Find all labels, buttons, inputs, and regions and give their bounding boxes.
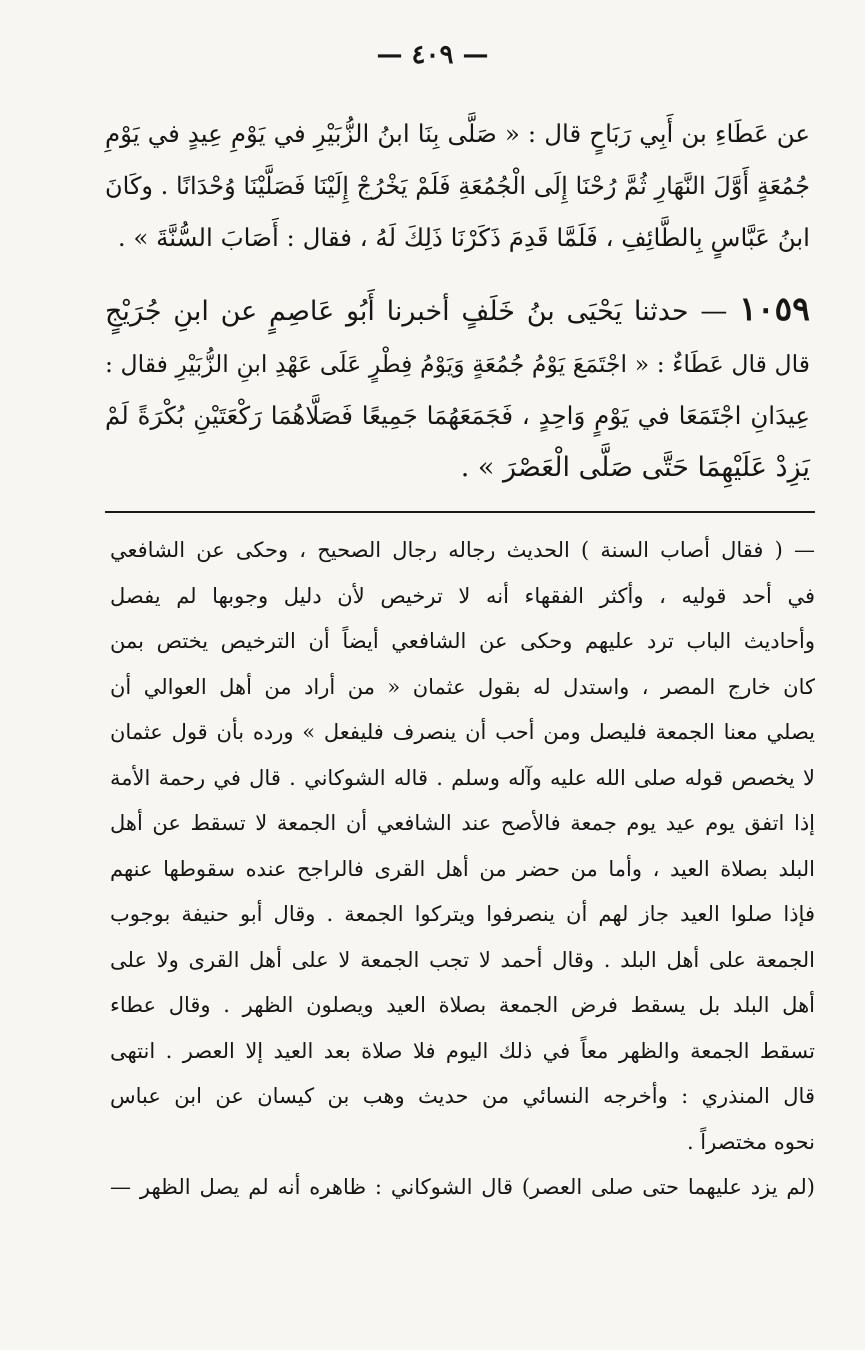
commentary-section [110, 528, 815, 1211]
commentary-line: وأحاديث الباب ترد عليهم وحكى عن الشافعي أيضاً أن الترخيص يختص بمن [110, 629, 815, 653]
text-line: جُمُعَةٍ أَوَّلَ النَّهَارِ ثُمَّ رُحْنَا إِلَى الْجُمُعَةِ فَلَمْ يَخْرُجْ إِلَيْنَا فَصَلَّيْنَا وُحْدَانًا . وكَانَ [105, 172, 810, 200]
text-line: عِيدَانِ اجْتَمَعَا في يَوْمٍ وَاحِدٍ ، فَجَمَعَهُمَا جَمِيعًا فَصَلَّاهُمَا رَكْعَتَيْنِ بُكْرَةً لَمْ [105, 401, 810, 430]
hadith-1059-text [105, 283, 810, 494]
commentary-line: إذا اتفق يوم عيد يوم جمعة فالأصح عند الشافعي أن الجمعة لا تسقط عن أهل [110, 811, 815, 835]
text-line: يَزِدْ عَلَيْهِمَا حَتَّى صَلَّى الْعَصْرَ » . [460, 452, 810, 483]
commentary-line: يصلي معنا الجمعة فليصل ومن أحب أن ينصرف فليفعل » ورده بأن قول عثمان [110, 720, 815, 744]
commentary-line: البلد بصلاة العيد ، وأما من حضر من أهل القرى فالراجح عنده سقوطها عنهم [110, 856, 815, 881]
commentary-line: فإذا صلوا العيد جاز لهم أن ينصرفوا ويتركوا الجمعة . وقال أبو حنيفة بوجوب [110, 902, 815, 926]
commentary-line: تسقط الجمعة والظهر معاً في ذلك اليوم فلا صلاة بعد العيد إلا العصر . انتهى [110, 1038, 815, 1063]
commentary-line: في أحد قوليه ، وأكثر الفقهاء أنه لا ترخيص لأن دليل وجوبها لم يفصل [110, 583, 815, 608]
hadith-heading-line [105, 283, 810, 338]
commentary-line: أهل البلد بل يسقط فرض الجمعة بصلاة العيد ويصلون الظهر . وقال عطاء [110, 993, 815, 1017]
text-line: ابنُ عَبَّاسٍ بِالطَّائِفِ ، فَلَمَّا قَدِمَ ذَكَرْنَا ذَلِكَ لَهُ ، فقال : أَصَابَ السُّنَّةَ » . [117, 223, 810, 252]
footnote-divider [105, 511, 815, 513]
hadith-number: ١٠٥٩ [739, 289, 810, 328]
text-line: عن عَطَاءِ بن أَبِي رَبَاحٍ قال : « صَلَّى بِنَا ابنُ الزُّبَيْرِ في يَوْمِ عِيدٍ في يَوْمِ [105, 119, 810, 148]
commentary-line: كان خارج المصر ، واستدل له بقول عثمان « من أراد من أهل العوالي أن [110, 674, 815, 699]
commentary-line: قال المنذري : وأخرجه النسائي من حديث وهب بن كيسان عن ابن عباس [110, 1084, 815, 1108]
isnad-text: — حدثنا يَحْيَى بنُ خَلَفٍ أخبرنا أَبُو عَاصِمٍ عن ابنِ جُرَيْجٍ [105, 296, 728, 327]
commentary-line: الجمعة على أهل البلد . وقال أحمد لا تجب الجمعة لا على أهل القرى ولا على [110, 947, 815, 972]
commentary-line: لا يخصص قوله صلى الله عليه وآله وسلم . قاله الشوكاني . قال في رحمة الأمة [110, 765, 815, 790]
hadith-1058-text [105, 108, 810, 264]
page-number: — ٤٠٩ — [376, 40, 489, 70]
commentary-line: — ( فقال أصاب السنة ) الحديث رجاله رجال الصحيح ، وحكى عن الشافعي [110, 538, 815, 562]
commentary-line: نحوه مختصراً . [686, 1129, 815, 1154]
commentary-line: (لم يزد عليهما حتى صلى العصر) قال الشوكاني : ظاهره أنه لم يصل الظهر — [110, 1175, 815, 1199]
text-line: قال قال عَطَاءٌ : « اجْتَمَعَ يَوْمُ جُمُعَةٍ وَيَوْمُ فِطْرٍ عَلَى عَهْدِ ابنِ الزُّبَيْرِ فقال : [105, 350, 810, 378]
